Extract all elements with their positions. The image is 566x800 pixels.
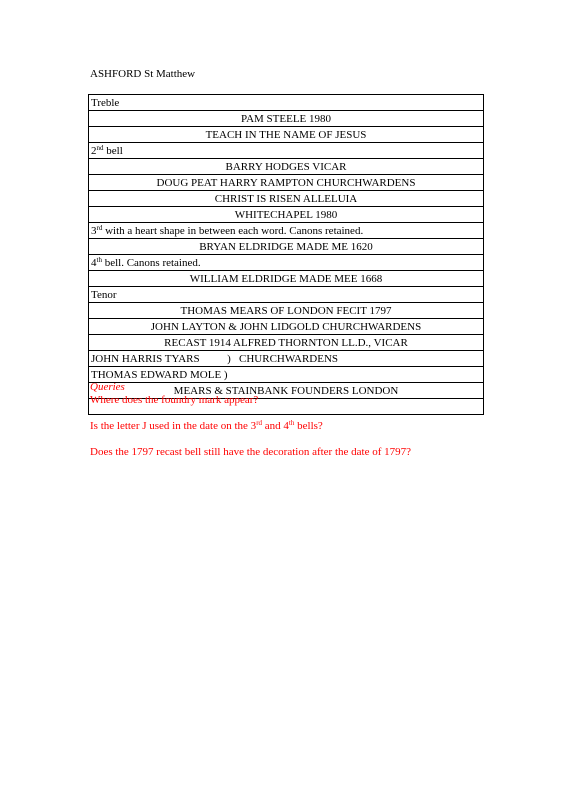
table-row xyxy=(89,319,484,335)
bell-label-2nd xyxy=(89,143,484,159)
ordinal-suffix: rd xyxy=(256,419,263,427)
inscription-cell: JOHN LAYTON & JOHN LIDGOLD CHURCHWARDENS xyxy=(89,319,484,335)
label-text: with a heart shape in between each word. Canons retained. xyxy=(102,224,364,237)
inscription-cell: BRYAN ELDRIDGE MADE ME 1620 xyxy=(89,239,484,255)
queries-section xyxy=(90,381,490,459)
table-row xyxy=(89,335,484,351)
inscription-cell: BARRY HODGES VICAR xyxy=(89,159,484,175)
query-text: and 4 xyxy=(262,420,289,432)
document-title: ASHFORD St Matthew xyxy=(90,68,196,80)
inscription-cell: DOUG PEAT HARRY RAMPTON CHURCHWARDENS xyxy=(89,175,484,191)
ordinal-number: 3 xyxy=(91,224,97,237)
query-letter-j xyxy=(90,420,490,433)
ordinal-number: 2 xyxy=(91,144,97,157)
spacer xyxy=(90,433,490,446)
inscription-cell: TEACH IN THE NAME OF JESUS xyxy=(89,127,484,143)
table-row xyxy=(89,287,484,303)
table-row xyxy=(89,159,484,175)
ordinal-suffix: th xyxy=(288,419,295,427)
inscription-cell: WHITECHAPEL 1980 xyxy=(89,207,484,223)
table-row xyxy=(89,239,484,255)
inscription-cell: PAM STEELE 1980 xyxy=(89,111,484,127)
table-row xyxy=(89,95,484,111)
inscription-cell: CHRIST IS RISEN ALLELUIA xyxy=(89,191,484,207)
label-text: bell. Canons retained. xyxy=(101,256,201,269)
table-row xyxy=(89,175,484,191)
ordinal-suffix: th xyxy=(96,255,102,264)
ordinal-suffix: nd xyxy=(96,143,104,152)
query-text: bells? xyxy=(294,420,323,432)
ordinal-suffix: rd xyxy=(96,223,103,232)
table-row xyxy=(89,111,484,127)
table-row xyxy=(89,351,484,367)
bell-inscriptions-table xyxy=(88,94,484,415)
bell-label-tenor: Tenor xyxy=(89,287,484,303)
inscription-cell: RECAST 1914 ALFRED THORNTON LL.D., VICAR xyxy=(89,335,484,351)
bell-label-treble: Treble xyxy=(89,95,484,111)
churchwarden-name: JOHN HARRIS TYARS ) xyxy=(91,352,231,365)
queries-heading: Queries xyxy=(90,381,125,393)
table-row xyxy=(89,191,484,207)
churchwardens-cell xyxy=(89,351,484,367)
table-row xyxy=(89,223,484,239)
inscription-cell: WILLIAM ELDRIDGE MADE MEE 1668 xyxy=(89,271,484,287)
table-row xyxy=(89,143,484,159)
table-row xyxy=(89,303,484,319)
table-row xyxy=(89,207,484,223)
query-foundry-mark: Where does the foundry mark appear? xyxy=(90,394,259,406)
bell-label-4th xyxy=(89,255,484,271)
table-row xyxy=(89,127,484,143)
inscription-cell: THOMAS MEARS OF LONDON FECIT 1797 xyxy=(89,303,484,319)
label-text: bell xyxy=(103,144,123,157)
bell-table-body xyxy=(89,95,484,415)
query-recast-decoration: Does the 1797 recast bell still have the decoration after the date of 1797? xyxy=(90,446,412,458)
inscription-cell: MEARS & STAINBANK FOUNDERS LONDON xyxy=(89,383,484,399)
ordinal-number: 4 xyxy=(91,256,97,269)
query-text: Is the letter J used in the date on the 3 xyxy=(90,420,257,432)
table-row xyxy=(89,255,484,271)
churchwardens-title: CHURCHWARDENS xyxy=(239,352,339,365)
bell-label-3rd xyxy=(89,223,484,239)
churchwarden-name-cell: THOMAS EDWARD MOLE ) xyxy=(89,367,484,383)
table-row xyxy=(89,271,484,287)
